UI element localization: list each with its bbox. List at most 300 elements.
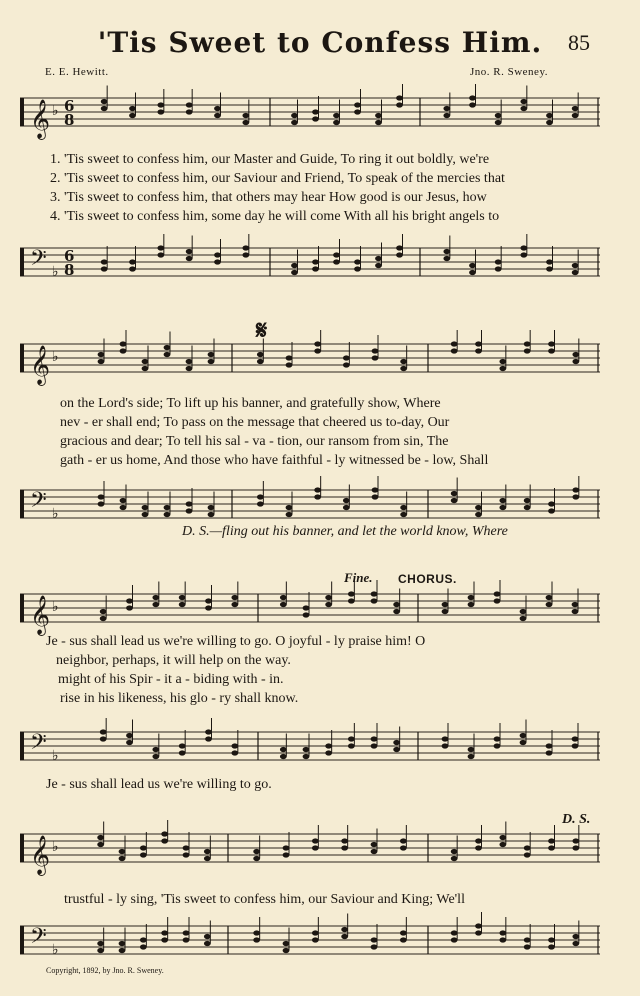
note-head <box>546 743 553 748</box>
note-head <box>468 747 475 752</box>
note-head <box>204 849 211 854</box>
note-head <box>205 605 212 610</box>
note-head <box>161 930 168 935</box>
note-head <box>572 270 579 275</box>
note-head <box>253 849 260 854</box>
note-head <box>312 109 319 114</box>
note-head <box>371 743 378 748</box>
note-head <box>499 835 506 840</box>
note-head <box>572 352 579 357</box>
note-head <box>161 937 168 942</box>
note-head <box>325 602 332 607</box>
note-head <box>524 937 531 942</box>
note-head <box>499 842 506 847</box>
note-head <box>443 113 450 118</box>
note-head <box>312 266 319 271</box>
note-head <box>499 937 506 942</box>
note-head <box>372 348 379 353</box>
note-head <box>400 366 407 371</box>
system-3-treble-staff <box>0 580 640 636</box>
note-head <box>341 845 348 850</box>
note-head <box>400 845 407 850</box>
note-head <box>572 487 579 492</box>
note-head <box>548 845 555 850</box>
note-head <box>280 602 287 607</box>
note-head <box>333 259 340 264</box>
note-head <box>348 743 355 748</box>
note-head <box>495 120 502 125</box>
chorus-label: CHORUS. <box>398 572 457 586</box>
note-head <box>546 750 553 755</box>
note-head <box>186 256 193 261</box>
note-head <box>393 602 400 607</box>
note-head <box>214 259 221 264</box>
note-head <box>164 512 171 517</box>
note-head <box>129 259 136 264</box>
note-head <box>371 598 378 603</box>
note-head <box>333 252 340 257</box>
note-head <box>314 348 321 353</box>
system-1-treble-staff <box>0 84 640 144</box>
note-head <box>214 113 221 118</box>
note-head <box>231 743 238 748</box>
note-head <box>101 106 108 111</box>
system-3-bass-staff <box>0 718 640 778</box>
note-head <box>312 930 319 935</box>
note-head <box>186 359 193 364</box>
note-head <box>375 113 382 118</box>
note-head <box>120 341 127 346</box>
note-head <box>186 249 193 254</box>
note-head <box>205 736 212 741</box>
note-head <box>451 491 458 496</box>
system-2-verse-1: on the Lord's side; To lift up his banner, and gratefully show, Where <box>60 396 441 411</box>
note-head <box>119 849 126 854</box>
ds-return-lyric: D. S.—fling out his banner, and let the world know, Where <box>182 524 508 539</box>
note-head <box>204 934 211 939</box>
note-head <box>343 362 350 367</box>
note-head <box>253 937 260 942</box>
system-1-verse-4: 4. 'Tis sweet to confess him, some day he will come With all his bright angels to <box>50 209 500 224</box>
note-head <box>214 106 221 111</box>
note-head <box>400 505 407 510</box>
page-number: 85 <box>568 30 590 55</box>
note-head <box>572 494 579 499</box>
system-3-verse-1: Je - sus shall lead us we're willing to go. O joyful - ly praise him! O <box>46 634 426 649</box>
note-head <box>179 595 186 600</box>
note-head <box>524 341 531 346</box>
system-1-verse-1: 1. 'Tis sweet to confess him, our Master and Guide, To ring it out boldly, we're <box>50 152 490 167</box>
system-3-verse-3: might of his Spir - it a - biding with - in. <box>58 672 284 687</box>
note-head <box>257 494 264 499</box>
note-head <box>119 941 126 946</box>
note-head <box>286 362 293 367</box>
note-head <box>572 941 579 946</box>
note-head <box>451 849 458 854</box>
note-head <box>101 266 108 271</box>
flat-sign-icon: ♭ <box>52 942 59 958</box>
note-head <box>451 498 458 503</box>
note-head <box>396 252 403 257</box>
note-head <box>548 348 555 353</box>
note-head <box>97 842 104 847</box>
system-1-bass-staff <box>0 234 640 304</box>
note-head <box>129 266 136 271</box>
note-head <box>375 263 382 268</box>
note-head <box>303 747 310 752</box>
note-head <box>312 937 319 942</box>
note-head <box>208 505 215 510</box>
note-head <box>100 729 107 734</box>
note-head <box>572 736 579 741</box>
note-head <box>152 602 159 607</box>
note-head <box>97 948 104 953</box>
note-head <box>499 498 506 503</box>
note-head <box>164 345 171 350</box>
bass-clef-icon: 𝄢 <box>30 246 47 276</box>
note-head <box>400 359 407 364</box>
note-head <box>242 113 249 118</box>
note-head <box>129 106 136 111</box>
note-head <box>120 348 127 353</box>
flat-sign-icon: ♭ <box>52 506 59 522</box>
note-head <box>495 266 502 271</box>
bass-clef-icon: 𝄢 <box>30 730 47 760</box>
note-head <box>393 609 400 614</box>
note-head <box>400 512 407 517</box>
note-head <box>393 747 400 752</box>
note-head <box>119 856 126 861</box>
note-head <box>572 113 579 118</box>
note-head <box>499 505 506 510</box>
note-head <box>208 512 215 517</box>
note-head <box>475 512 482 517</box>
note-head <box>499 930 506 935</box>
bass-clef-icon: 𝄢 <box>30 488 47 518</box>
note-head <box>126 598 133 603</box>
note-head <box>231 595 238 600</box>
note-head <box>475 845 482 850</box>
note-head <box>451 856 458 861</box>
flat-sign-icon: ♭ <box>52 264 59 280</box>
system-4-treble-staff <box>0 820 640 880</box>
note-head <box>179 750 186 755</box>
system-4-verse-1: trustful - ly sing, 'Tis sweet to confess him, our Saviour and King; We'll <box>64 892 465 907</box>
note-head <box>341 838 348 843</box>
note-head <box>291 113 298 118</box>
system-3-bass-lyric: Je - sus shall lead us we're willing to go. <box>46 777 272 792</box>
note-head <box>325 743 332 748</box>
note-head <box>572 743 579 748</box>
note-head <box>157 245 164 250</box>
note-head <box>101 99 108 104</box>
note-head <box>291 263 298 268</box>
note-head <box>312 259 319 264</box>
note-head <box>126 740 133 745</box>
copyright-notice: Copyright, 1892, by Jno. R. Sweney. <box>46 966 164 975</box>
note-head <box>186 102 193 107</box>
note-head <box>291 120 298 125</box>
note-head <box>520 99 527 104</box>
note-head <box>524 852 531 857</box>
note-head <box>186 508 193 513</box>
note-head <box>572 106 579 111</box>
note-head <box>572 934 579 939</box>
note-head <box>442 743 449 748</box>
note-head <box>548 501 555 506</box>
note-head <box>348 598 355 603</box>
note-head <box>548 838 555 843</box>
system-4-lyrics <box>64 890 465 909</box>
note-head <box>283 948 290 953</box>
treble-clef-icon: 𝄞 <box>30 345 51 385</box>
note-head <box>98 352 105 357</box>
time-signature-digit: 6 <box>64 247 75 265</box>
note-head <box>348 736 355 741</box>
note-head <box>312 116 319 121</box>
note-head <box>100 609 107 614</box>
note-head <box>572 838 579 843</box>
note-head <box>140 845 147 850</box>
note-head <box>208 352 215 357</box>
note-head <box>442 602 449 607</box>
note-head <box>126 605 133 610</box>
note-head <box>161 838 168 843</box>
note-head <box>524 348 531 353</box>
note-head <box>520 106 527 111</box>
note-head <box>468 602 475 607</box>
note-head <box>372 494 379 499</box>
note-head <box>242 252 249 257</box>
note-head <box>572 359 579 364</box>
note-head <box>495 113 502 118</box>
note-head <box>548 508 555 513</box>
note-head <box>520 616 527 621</box>
note-head <box>280 595 287 600</box>
note-head <box>286 512 293 517</box>
note-head <box>152 595 159 600</box>
note-head <box>443 249 450 254</box>
note-head <box>494 591 501 596</box>
note-head <box>443 256 450 261</box>
note-head <box>524 498 531 503</box>
note-head <box>97 835 104 840</box>
note-head <box>572 609 579 614</box>
note-head <box>98 359 105 364</box>
note-head <box>354 102 361 107</box>
note-head <box>354 259 361 264</box>
note-head <box>400 937 407 942</box>
note-head <box>208 359 215 364</box>
note-head <box>499 359 506 364</box>
note-head <box>371 937 378 942</box>
note-head <box>183 852 190 857</box>
note-head <box>286 355 293 360</box>
note-head <box>494 743 501 748</box>
note-head <box>280 747 287 752</box>
note-head <box>341 927 348 932</box>
note-head <box>333 113 340 118</box>
system-1-verse-2: 2. 'Tis sweet to confess him, our Saviour and Friend, To speak of the mercies that <box>50 171 505 186</box>
note-head <box>354 266 361 271</box>
note-head <box>396 245 403 250</box>
note-head <box>469 95 476 100</box>
note-head <box>546 259 553 264</box>
note-head <box>475 341 482 346</box>
note-head <box>520 245 527 250</box>
note-head <box>152 747 159 752</box>
note-head <box>546 113 553 118</box>
note-head <box>205 729 212 734</box>
note-head <box>140 944 147 949</box>
note-head <box>101 259 108 264</box>
note-head <box>183 930 190 935</box>
note-head <box>451 937 458 942</box>
note-head <box>469 102 476 107</box>
note-head <box>469 270 476 275</box>
note-head <box>572 602 579 607</box>
system-2-treble-staff <box>0 330 640 392</box>
note-head <box>253 930 260 935</box>
note-head <box>312 845 319 850</box>
note-head <box>341 934 348 939</box>
note-head <box>142 366 149 371</box>
note-head <box>494 736 501 741</box>
note-head <box>400 838 407 843</box>
note-head <box>164 352 171 357</box>
note-head <box>183 937 190 942</box>
note-head <box>119 948 126 953</box>
note-head <box>520 740 527 745</box>
note-head <box>257 501 264 506</box>
note-head <box>100 616 107 621</box>
note-head <box>303 612 310 617</box>
note-head <box>520 252 527 257</box>
note-head <box>393 740 400 745</box>
note-head <box>442 609 449 614</box>
note-head <box>520 609 527 614</box>
note-head <box>371 842 378 847</box>
note-head <box>520 733 527 738</box>
time-signature-digit: 6 <box>64 97 75 115</box>
note-head <box>372 487 379 492</box>
note-head <box>186 109 193 114</box>
note-head <box>186 501 193 506</box>
time-signature-digit: 8 <box>64 111 75 129</box>
note-head <box>495 259 502 264</box>
note-head <box>142 359 149 364</box>
note-head <box>242 120 249 125</box>
note-head <box>312 838 319 843</box>
note-head <box>257 359 264 364</box>
time-signature-digit: 8 <box>64 261 75 279</box>
note-head <box>314 487 321 492</box>
system-1-verse-3: 3. 'Tis sweet to confess him, that others may hear How good is our Jesus, how <box>50 190 487 205</box>
hymn-title: 'Tis Sweet to Confess Him. <box>97 26 543 59</box>
flat-sign-icon: ♭ <box>52 839 59 855</box>
note-head <box>475 930 482 935</box>
note-head <box>451 930 458 935</box>
note-head <box>343 355 350 360</box>
note-head <box>286 505 293 510</box>
note-head <box>343 498 350 503</box>
system-4-bass-staff <box>0 912 640 972</box>
note-head <box>231 750 238 755</box>
system-3-verse-2: neighbor, perhaps, it will help on the way. <box>56 653 291 668</box>
note-head <box>524 505 531 510</box>
note-head <box>546 120 553 125</box>
note-head <box>183 845 190 850</box>
note-head <box>572 263 579 268</box>
system-1-lyrics <box>50 150 505 226</box>
flat-sign-icon: ♭ <box>52 103 59 119</box>
note-head <box>205 598 212 603</box>
note-head <box>253 856 260 861</box>
note-head <box>343 505 350 510</box>
note-head <box>242 245 249 250</box>
ds-marker: D. S. <box>562 812 591 827</box>
segno-sign: 𝄋 <box>256 316 268 345</box>
note-head <box>257 352 264 357</box>
note-head <box>314 341 321 346</box>
note-head <box>280 754 287 759</box>
note-head <box>451 341 458 346</box>
system-3-lyrics <box>46 632 425 708</box>
fine-marker: Fine. <box>344 570 373 585</box>
treble-clef-icon: 𝄞 <box>30 595 51 635</box>
note-head <box>469 263 476 268</box>
note-head <box>400 930 407 935</box>
note-head <box>283 941 290 946</box>
note-head <box>451 348 458 353</box>
note-head <box>140 937 147 942</box>
note-head <box>129 113 136 118</box>
note-head <box>475 348 482 353</box>
note-head <box>375 120 382 125</box>
note-head <box>186 366 193 371</box>
note-head <box>214 252 221 257</box>
system-2-verse-4: gath - er us home, And those who have faithful - ly witnessed be - low, Shall <box>60 453 489 468</box>
note-head <box>372 355 379 360</box>
note-head <box>283 852 290 857</box>
note-head <box>291 270 298 275</box>
note-head <box>179 602 186 607</box>
note-head <box>371 736 378 741</box>
note-head <box>283 845 290 850</box>
note-head <box>303 754 310 759</box>
note-head <box>572 845 579 850</box>
note-head <box>396 95 403 100</box>
note-head <box>548 937 555 942</box>
note-head <box>231 602 238 607</box>
note-head <box>371 591 378 596</box>
system-2-verse-2: nev - er shall end; To pass on the message that cheered us to-day, Our <box>60 415 450 430</box>
note-head <box>371 944 378 949</box>
system-2-lyrics <box>60 394 488 470</box>
note-head <box>126 733 133 738</box>
note-head <box>524 944 531 949</box>
note-head <box>442 736 449 741</box>
note-head <box>140 852 147 857</box>
note-head <box>325 595 332 600</box>
flat-sign-icon: ♭ <box>52 599 59 615</box>
note-head <box>548 944 555 949</box>
note-head <box>325 750 332 755</box>
bass-clef-icon: 𝄢 <box>30 924 47 954</box>
note-head <box>142 505 149 510</box>
treble-clef-icon: 𝄞 <box>30 835 51 875</box>
note-head <box>152 754 159 759</box>
